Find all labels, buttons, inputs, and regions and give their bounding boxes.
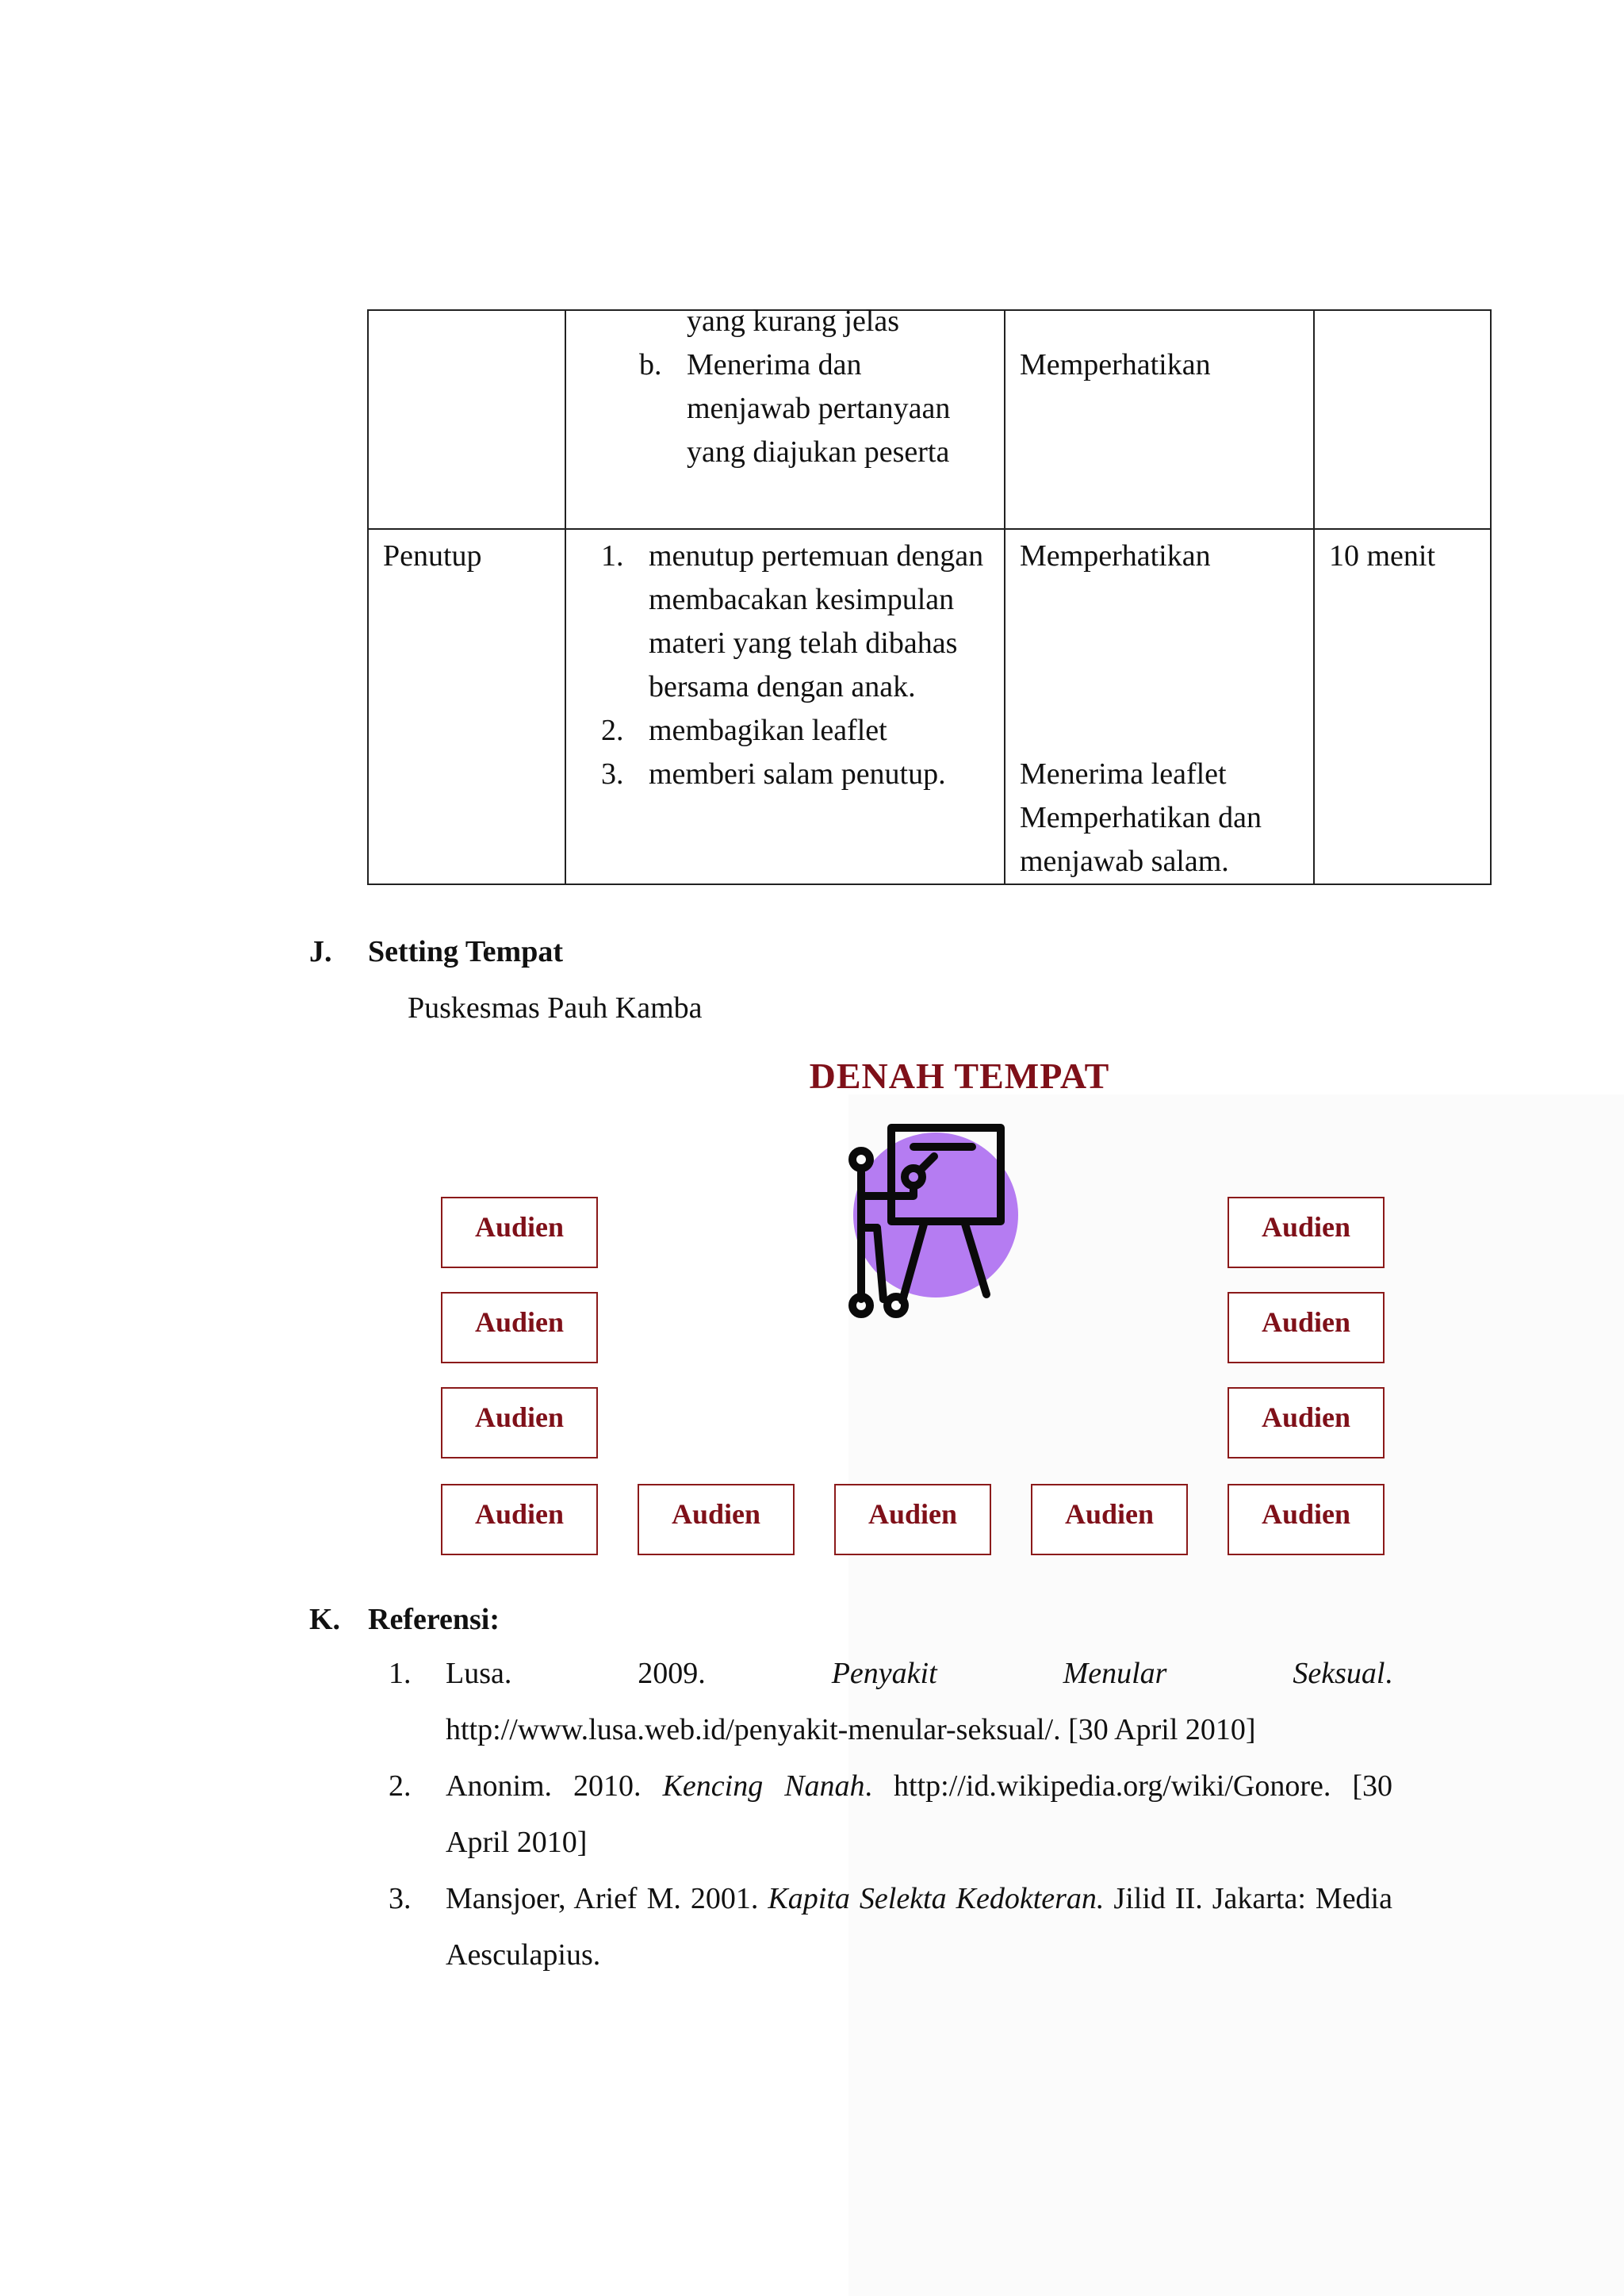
section-number: J. [309, 935, 332, 968]
seat-left-1: Audien [441, 1197, 598, 1268]
list-item-text: memberi salam penutup. [649, 757, 946, 791]
reference-title-word: Menular [1063, 1657, 1167, 1690]
seat-left-2: Audien [441, 1292, 598, 1363]
table-cell [565, 305, 1005, 529]
reference-before: Mansjoer, Arief M. 2001. [446, 1882, 768, 1915]
presenter-at-easel-icon [845, 1120, 1025, 1318]
list-item-text: menutup pertemuan dengan membacakan kesimpulan materi yang telah dibahas bersama dengan anak. [649, 539, 984, 703]
duration-cell: 10 menit [1314, 529, 1491, 884]
reference-list [389, 1646, 1392, 1984]
reference-punct: . [1385, 1657, 1392, 1690]
reference-title: Kencing Nanah [662, 1769, 865, 1803]
reference-item [389, 1871, 1392, 1984]
reference-item [389, 1758, 1392, 1871]
continuation-text: yang kurang jelas [687, 305, 900, 338]
reference-title: Kapita Selekta Kedokteran. [768, 1882, 1105, 1915]
response-text: Memperhatikan [1020, 539, 1211, 573]
seat-right-1: Audien [1228, 1197, 1385, 1268]
list-marker: b. [639, 348, 662, 381]
list-item [601, 753, 990, 796]
list-marker: 3. [601, 757, 624, 791]
seat-bottom-5: Audien [1228, 1484, 1385, 1555]
reference-after: Jilid II. Jakarta: Media Aesculapius. [446, 1882, 1392, 1972]
list-marker: 1. [601, 539, 624, 573]
stage-cell: Penutup [368, 529, 565, 884]
list-marker: 2. [601, 714, 624, 747]
reference-title-word: Seksual [1293, 1657, 1385, 1690]
list-item-text: membagikan leaflet [649, 714, 887, 747]
table-cell [1005, 310, 1314, 529]
list-item [601, 709, 990, 753]
list-item [639, 343, 990, 474]
activity-table [367, 305, 1492, 885]
reference-title-word: Penyakit [831, 1657, 937, 1690]
table-cell [1005, 529, 1314, 884]
response-text: Memperhatikan [1020, 348, 1211, 381]
location-text: Puskesmas Pauh Kamba [408, 991, 703, 1025]
reference-number: 2. [389, 1769, 412, 1803]
reference-number: 1. [389, 1657, 412, 1690]
reference-url-line: http://www.lusa.web.id/penyakit-menular-seksual/. [30 April 2010] [446, 1713, 1256, 1746]
reference-year: 2009. [638, 1657, 706, 1690]
reference-author: Lusa. [446, 1657, 512, 1690]
response-text: Menerima leaflet [1020, 757, 1227, 791]
reference-item [389, 1646, 1392, 1758]
seat-right-2: Audien [1228, 1292, 1385, 1363]
table-row [368, 529, 1491, 884]
seat-bottom-4: Audien [1031, 1484, 1188, 1555]
seat-right-3: Audien [1228, 1387, 1385, 1458]
floor-plan-title: DENAH TEMPAT [809, 1056, 1110, 1096]
reference-before: Anonim. 2010. [446, 1769, 663, 1803]
section-number: K. [309, 1603, 341, 1636]
list-item-text: Menerima dan menjawab pertanyaan yang diajukan peserta [687, 348, 951, 469]
seat-bottom-1: Audien [441, 1484, 598, 1555]
response-text: Memperhatikan dan menjawab salam. [1020, 801, 1262, 878]
seat-left-3: Audien [441, 1387, 598, 1458]
seat-bottom-3: Audien [834, 1484, 991, 1555]
table-cell [565, 529, 1005, 884]
section-title: Setting Tempat [368, 935, 563, 968]
reference-after: . http://id.wikipedia.org/wiki/Gonore. [30 April 2010] [446, 1769, 1392, 1859]
table-row [368, 310, 1491, 529]
section-title: Referensi: [368, 1603, 500, 1636]
reference-number: 3. [389, 1882, 412, 1915]
seat-bottom-2: Audien [638, 1484, 795, 1555]
list-item [601, 535, 990, 709]
table-cell [1314, 310, 1491, 529]
table-cell [368, 310, 565, 529]
